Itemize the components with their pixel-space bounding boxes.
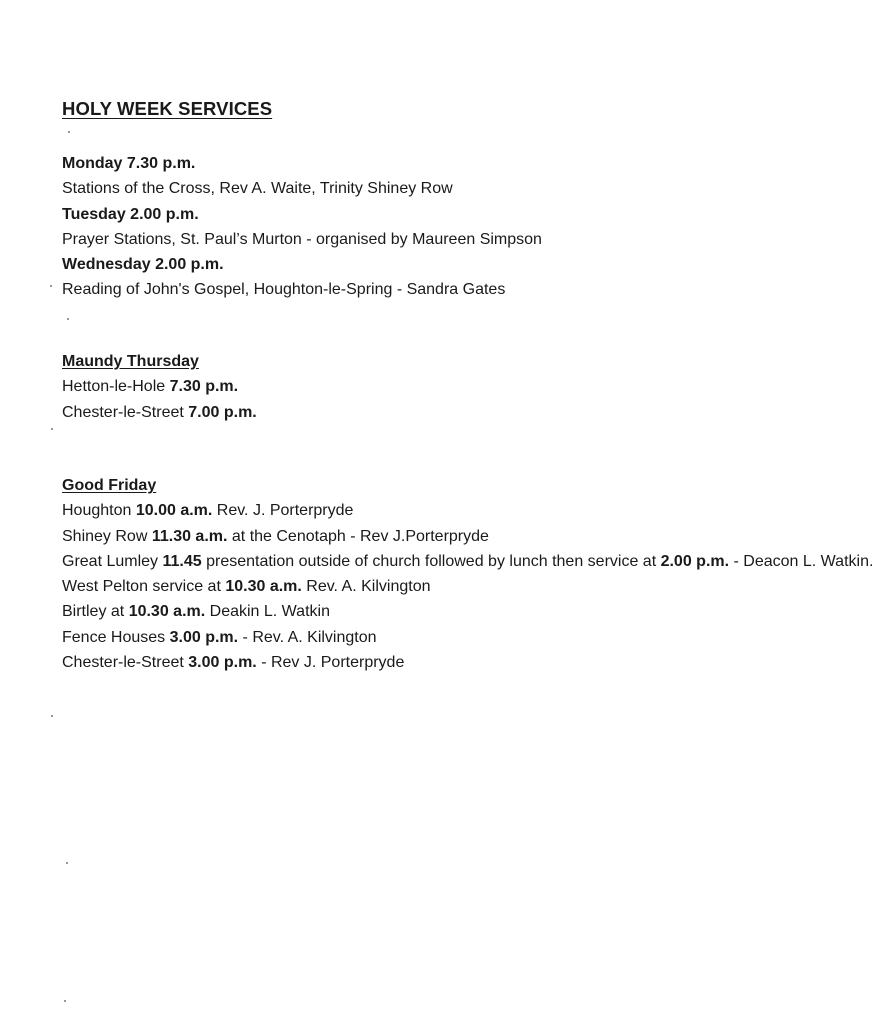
scan-speck xyxy=(66,862,68,864)
detail: Deakin L. Watkin xyxy=(205,603,330,621)
good-friday-heading: Good Friday xyxy=(62,477,157,494)
scan-speck xyxy=(67,318,69,320)
place: Fence Houses xyxy=(62,628,170,646)
good-friday-line xyxy=(62,599,702,624)
tuesday-detail: Prayer Stations, St. Paul’s Murton - organised by Maureen Simpson xyxy=(62,230,542,248)
detail: - Rev. A. Kilvington xyxy=(238,628,377,646)
place: Birtley at xyxy=(62,603,129,621)
place: Chester-le-Street xyxy=(62,403,189,421)
time: 10.30 a.m. xyxy=(128,603,206,621)
time: 10.00 a.m. xyxy=(135,502,213,520)
good-friday-section xyxy=(62,473,873,675)
time: 7.00 p.m. xyxy=(188,403,257,421)
place: Great Lumley xyxy=(62,552,163,570)
time: 3.00 p.m. xyxy=(188,654,257,672)
detail: presentation outside of church followed by lunch then service at xyxy=(201,552,661,570)
detail: Rev. A. Kilvington xyxy=(301,578,431,596)
scan-speck xyxy=(50,285,52,287)
wednesday-detail: Reading of John's Gospel, Houghton-le-Spring - Sandra Gates xyxy=(62,281,506,299)
maundy-thursday-heading: Maundy Thursday xyxy=(62,353,199,370)
monday-heading: Monday 7.30 p.m. xyxy=(62,155,196,172)
scan-speck xyxy=(51,428,53,430)
time: 7.30 p.m. xyxy=(169,378,239,396)
good-friday-line xyxy=(62,498,702,523)
time: 2.00 p.m. xyxy=(660,552,730,570)
good-friday-line xyxy=(62,524,702,549)
good-friday-line xyxy=(62,574,702,599)
place: Houghton xyxy=(62,502,136,520)
wednesday-heading: Wednesday 2.00 p.m. xyxy=(62,256,224,274)
place: Chester-le-Street xyxy=(62,654,189,672)
time: 11.30 a.m. xyxy=(151,527,228,545)
maundy-thursday-section xyxy=(62,349,257,425)
monday-detail: Stations of the Cross, Rev A. Waite, Trinity Shiney Row xyxy=(62,180,453,198)
maundy-line xyxy=(62,374,257,399)
place: Hetton-le-Hole xyxy=(62,378,170,396)
time: 3.00 p.m. xyxy=(169,628,239,646)
maundy-line xyxy=(62,400,257,425)
detail: - Deacon L. Watkin. xyxy=(729,552,873,570)
scan-speck xyxy=(51,715,53,717)
detail: - Rev J. Porterpryde xyxy=(256,654,405,672)
good-friday-line xyxy=(62,650,702,675)
good-friday-line xyxy=(62,625,702,650)
scan-speck xyxy=(68,131,70,133)
weekday-services xyxy=(62,151,542,303)
place: Shiney Row xyxy=(62,527,152,545)
place: West Pelton service at xyxy=(62,578,226,596)
time: 10.30 a.m. xyxy=(225,578,302,596)
page-title: HOLY WEEK SERVICES xyxy=(62,98,273,119)
detail: at the Cenotaph - Rev J.Porterpryde xyxy=(227,527,489,545)
detail: Rev. J. Porterpryde xyxy=(212,502,354,520)
scan-speck xyxy=(64,1000,66,1002)
tuesday-heading: Tuesday 2.00 p.m. xyxy=(62,205,199,223)
good-friday-line xyxy=(62,549,873,574)
time: 11.45 xyxy=(162,552,202,570)
